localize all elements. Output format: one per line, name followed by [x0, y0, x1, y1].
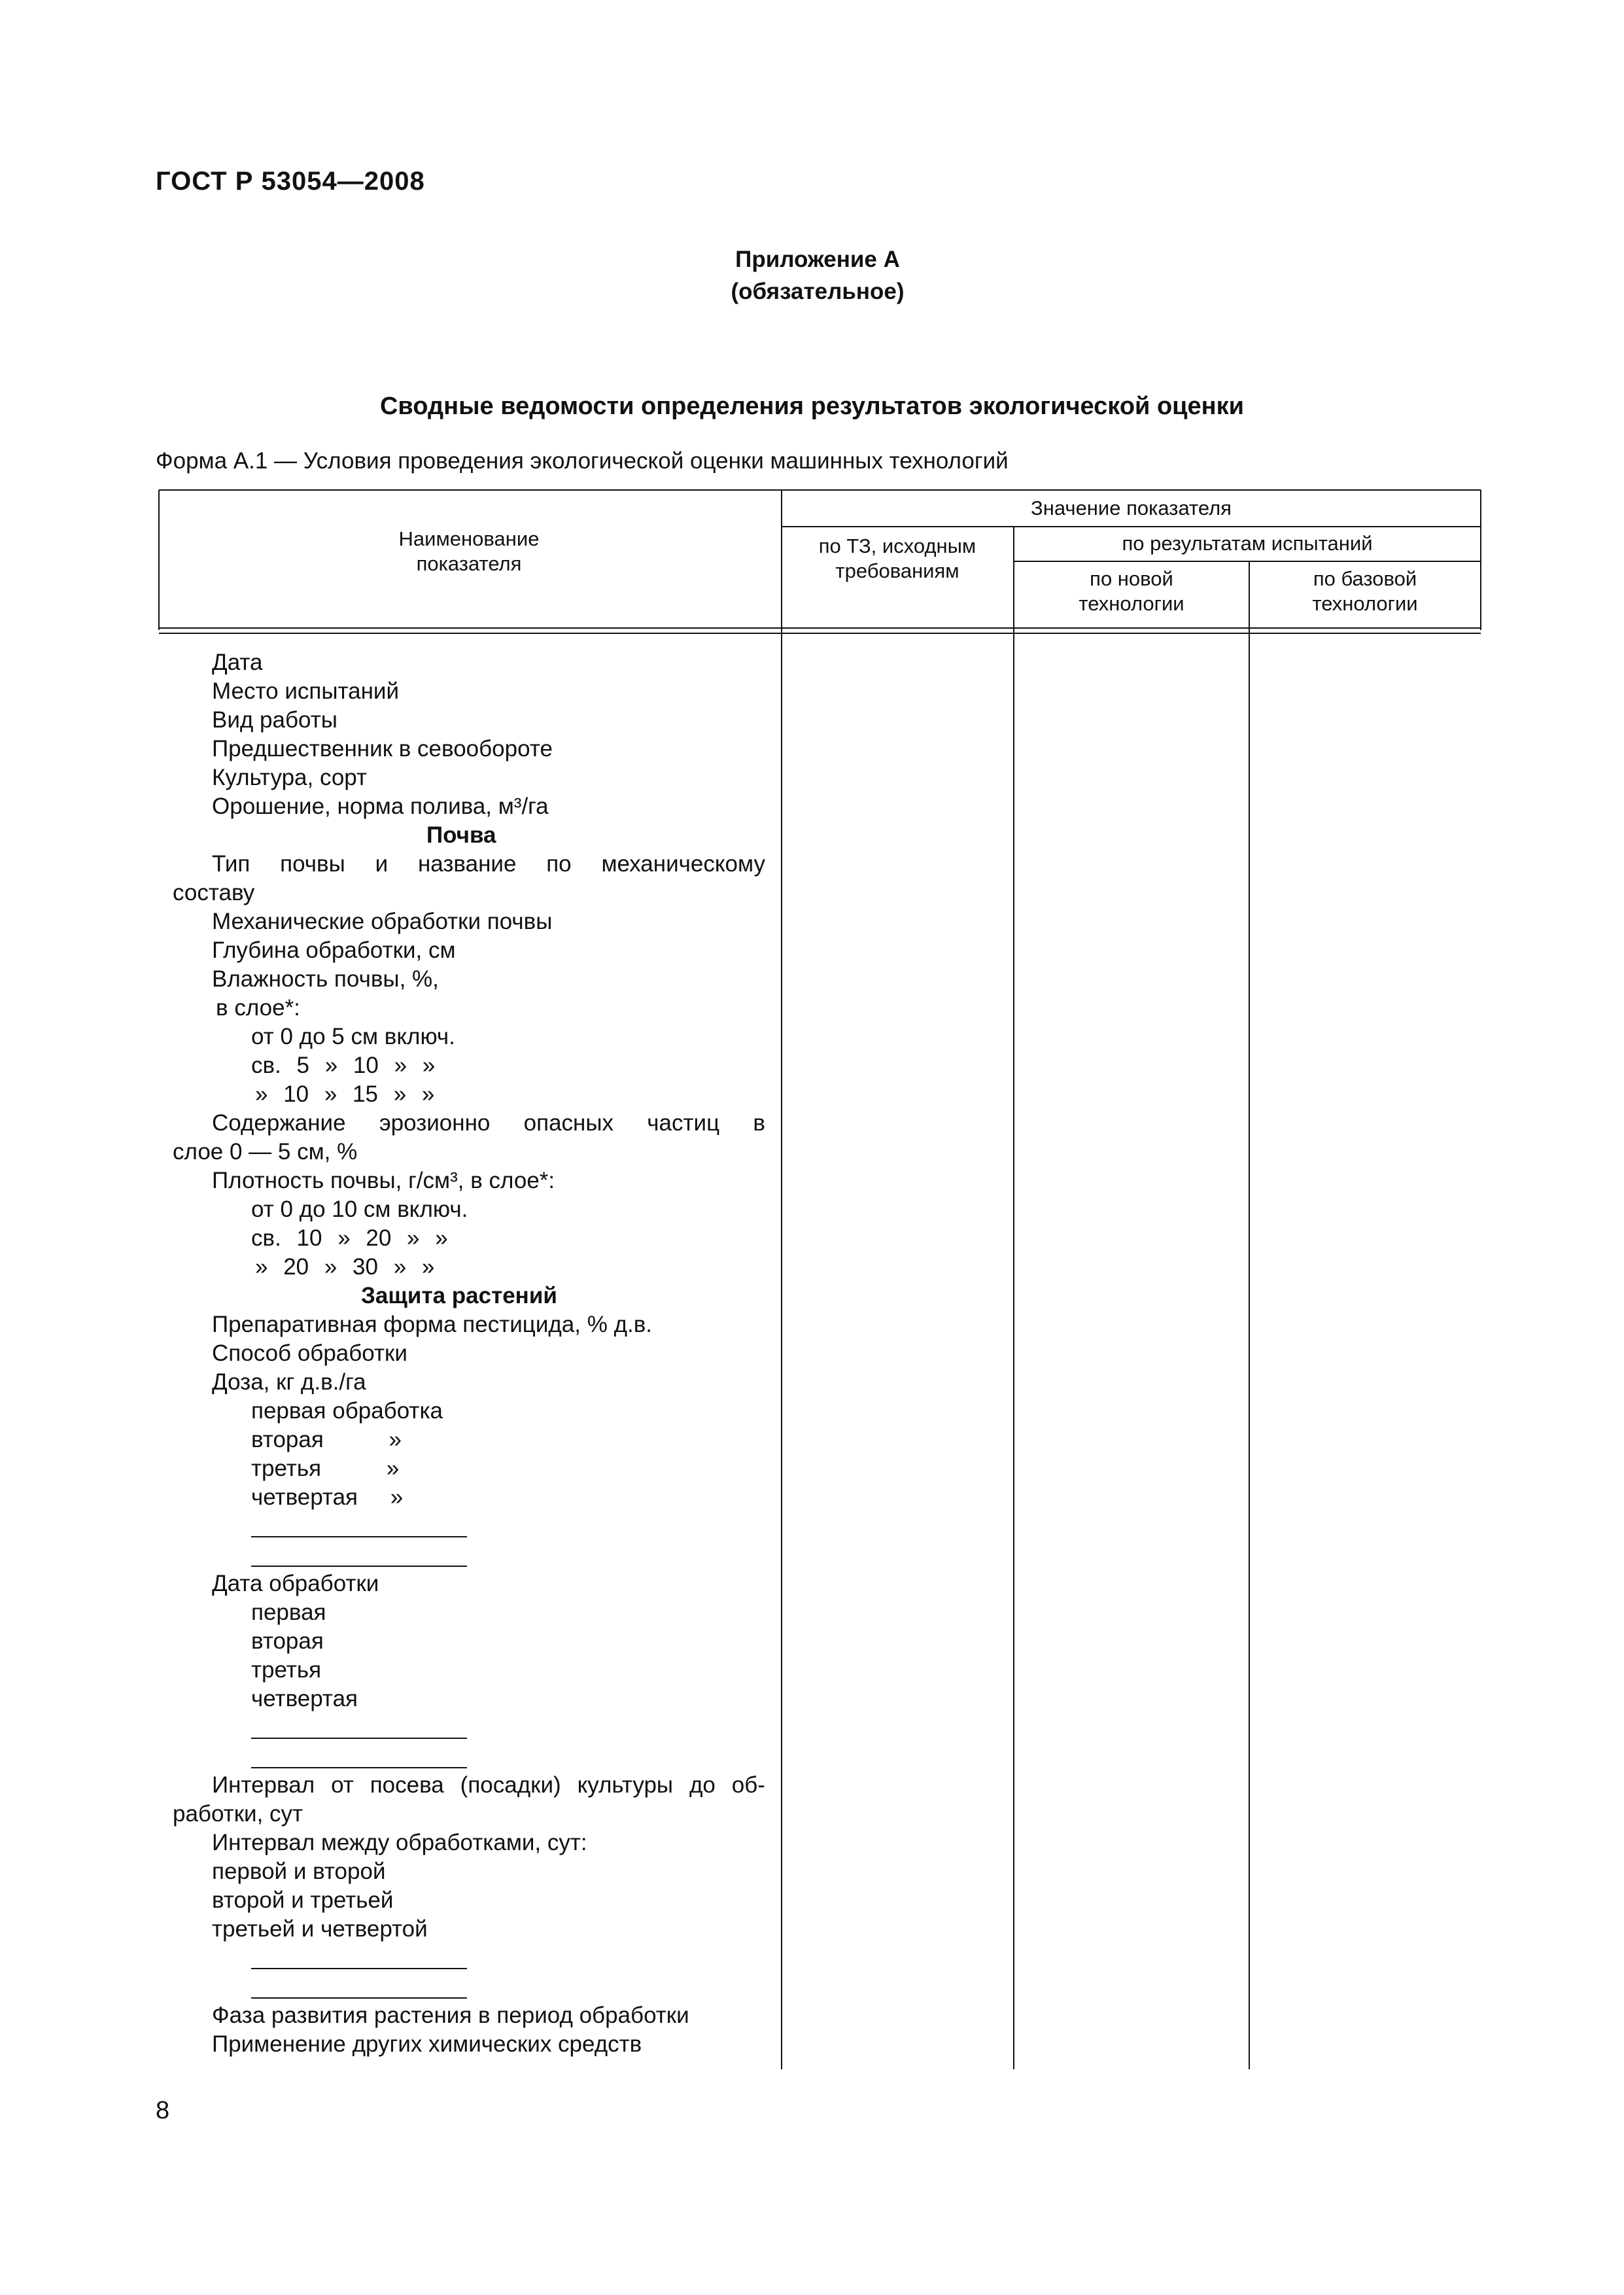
word: от — [331, 1772, 354, 1798]
row-dose-fourth: четвертая » — [251, 1484, 404, 1510]
annex-heading — [654, 243, 981, 307]
row-predecessor: Предшественник в севообороте — [212, 736, 553, 762]
word: частиц — [647, 1110, 720, 1136]
row-erosion-cont: слое 0 — 5 см, % — [173, 1139, 358, 1165]
word: механическому — [601, 851, 765, 877]
word: опасных — [523, 1110, 614, 1136]
row-layer-5-10: св. 5 » 10 » » — [251, 1053, 436, 1078]
header-new: по новой технологии — [1079, 567, 1184, 615]
word: по — [546, 851, 572, 877]
row-dose-first: первая обработка — [251, 1398, 443, 1424]
blank-line — [251, 1968, 467, 1969]
blank-line — [251, 1997, 467, 1999]
row-dose-third: третья » — [251, 1456, 400, 1481]
word: Интервал — [212, 1772, 315, 1798]
header-base: по базовой технологии — [1312, 567, 1418, 615]
row-treat-date: Дата обработки — [212, 1571, 379, 1596]
word: посева — [370, 1772, 444, 1798]
header-name: Наименование показателя — [398, 527, 540, 575]
row-date: Дата — [212, 650, 263, 675]
word: об- — [731, 1772, 765, 1798]
row-irrigation: Орошение, норма полива, м³/га — [212, 794, 549, 819]
word: эрозионно — [379, 1110, 491, 1136]
row-formulation: Препаративная форма пестицида, % д.в. — [212, 1312, 653, 1337]
header-results: по результатам испытаний — [1122, 532, 1373, 555]
row-other-chemicals: Применение других химических средств — [212, 2031, 642, 2057]
row-soil-type-cont: составу — [173, 880, 255, 905]
row-treat-first: первая — [251, 1600, 326, 1625]
row-moisture: Влажность почвы, %, — [212, 966, 439, 992]
row-layer-10-15: » 10 » 15 » » — [255, 1081, 435, 1107]
row-interval-3-4: третьей и четвертой — [212, 1916, 428, 1942]
page-number: 8 — [156, 2097, 170, 2124]
row-in-layer: в слое*: — [216, 995, 300, 1021]
blank-line — [251, 1738, 467, 1739]
document-code: ГОСТ Р 53054—2008 — [156, 167, 425, 196]
word: Содержание — [212, 1110, 346, 1136]
row-treat-second: вторая — [251, 1628, 324, 1654]
row-method: Способ обработки — [212, 1340, 407, 1366]
word: и — [375, 851, 389, 877]
row-interval-sowing-cont: работки, сут — [173, 1801, 303, 1827]
form-table — [158, 489, 1481, 2069]
row-section-protection: Защита растений — [361, 1283, 557, 1308]
row-dose-second: вторая » — [251, 1427, 402, 1452]
row-interval-1-2: первой и второй — [212, 1859, 386, 1884]
row-density-0-10: от 0 до 10 см включ. — [251, 1197, 468, 1222]
blank-line — [251, 1536, 467, 1537]
word: культуры — [577, 1772, 674, 1798]
word: Тип — [212, 851, 251, 877]
row-density-10-20: св. 10 » 20 » » — [251, 1225, 448, 1251]
blank-line — [251, 1566, 467, 1567]
row-density-20-30: » 20 » 30 » » — [255, 1254, 435, 1280]
row-mech-treatment: Механические обработки почвы — [212, 909, 553, 934]
word: название — [417, 851, 517, 877]
header-value: Значение показателя — [1031, 497, 1232, 519]
row-soil-type — [212, 850, 765, 879]
row-depth: Глубина обработки, см — [212, 937, 456, 963]
row-interval-2-3: второй и третьей — [212, 1887, 394, 1913]
row-dose: Доза, кг д.в./га — [212, 1369, 366, 1395]
row-erosion — [212, 1109, 765, 1138]
row-interval-between: Интервал между обработками, сут: — [212, 1830, 587, 1855]
word: (посадки) — [460, 1772, 561, 1798]
annex-kind: (обязательное) — [731, 279, 905, 304]
header-tz: по ТЗ, исходным требованиям — [818, 534, 976, 582]
word: в — [753, 1110, 765, 1136]
row-density: Плотность почвы, г/см³, в слое*: — [212, 1168, 555, 1193]
word: почвы — [280, 851, 345, 877]
row-interval-sowing — [212, 1771, 765, 1800]
form-caption: Форма А.1 — Условия проведения экологической оценки машинных технологий — [156, 448, 1009, 474]
row-growth-phase: Фаза развития растения в период обработки — [212, 2003, 689, 2028]
row-treat-fourth: четвертая — [251, 1686, 358, 1711]
row-layer-0-5: от 0 до 5 см включ. — [251, 1024, 455, 1049]
word: до — [689, 1772, 716, 1798]
row-culture: Культура, сорт — [212, 765, 368, 790]
annex-title: Приложение А — [735, 247, 900, 272]
row-treat-third: третья — [251, 1657, 322, 1683]
blank-line — [251, 1767, 467, 1768]
row-work-type: Вид работы — [212, 707, 337, 733]
row-test-place: Место испытаний — [212, 678, 400, 704]
row-section-soil: Почва — [426, 822, 496, 848]
main-title: Сводные ведомости определения результатов экологической оценки — [379, 393, 1244, 420]
